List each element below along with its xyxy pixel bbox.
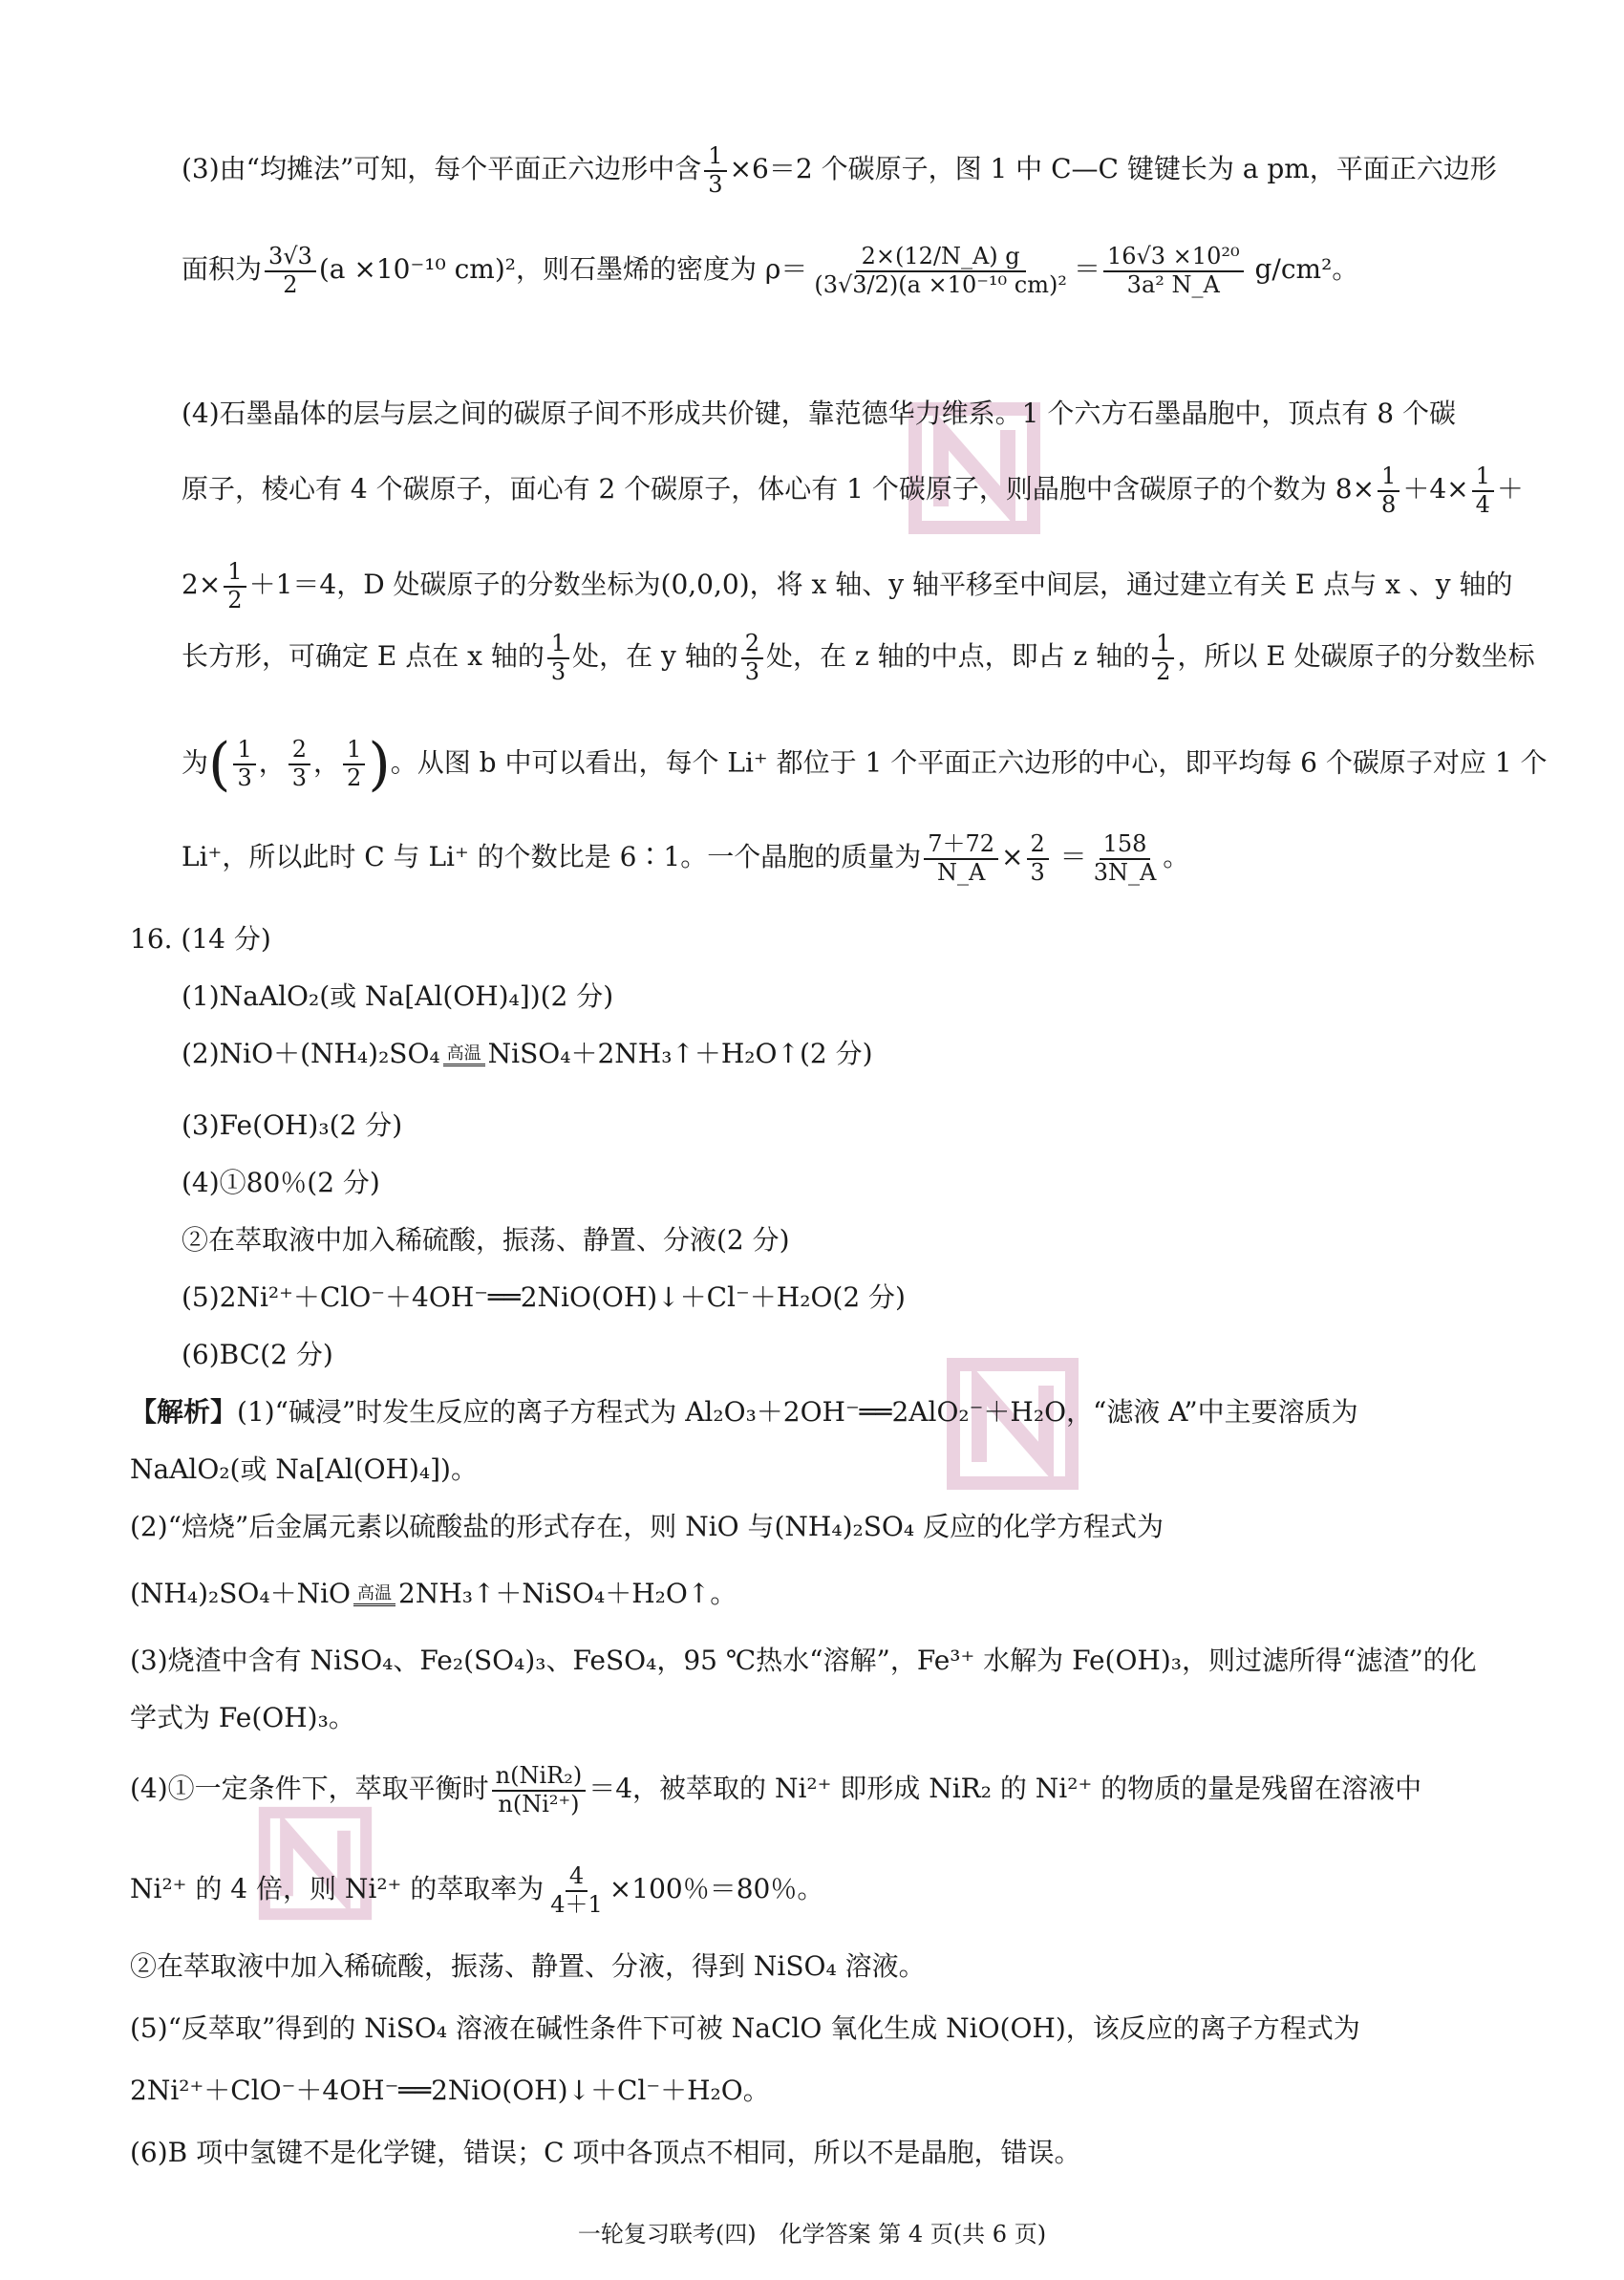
- frac-num: 2: [288, 737, 310, 765]
- frac-num: 1: [547, 631, 569, 659]
- fraction: [704, 143, 726, 198]
- text: ＝: [1073, 253, 1100, 286]
- text: 。: [1163, 841, 1190, 873]
- frac-num: 1: [233, 737, 255, 765]
- frac-num: 158: [1100, 831, 1151, 860]
- reaction-condition: [443, 1044, 485, 1067]
- text: 原子，棱心有 4 个碳原子，面心有 2 个碳原子，体心有 1 个碳原子，则晶胞中含碳原子的个数为 8×: [182, 473, 1376, 505]
- fraction: [233, 737, 255, 791]
- q15-line-4: [182, 463, 1524, 518]
- page-footer: 一轮复习联考(四) 化学答案 第 4 页(共 6 页): [577, 2221, 1047, 2248]
- text: 处，在 z 轴的中点，即占 z 轴的: [766, 640, 1150, 673]
- text: 处，在 y 轴的: [572, 640, 738, 673]
- frac-den: 3: [237, 764, 252, 791]
- frac-num: n(NiR₂): [492, 1763, 587, 1792]
- text: (4)①一定条件下，萃取平衡时: [130, 1773, 489, 1805]
- frac-den: 3: [291, 764, 308, 791]
- q15-line-8: [182, 831, 1189, 886]
- explanation-line-4e: ②在萃取液中加入稀硫酸，振荡、静置、分液，得到 NiSO₄ 溶液。: [130, 1950, 926, 1982]
- fraction: [1378, 463, 1400, 518]
- frac-num: 3√3: [265, 244, 316, 272]
- frac-den: 4＋1: [550, 1890, 603, 1918]
- fraction: [1152, 631, 1174, 685]
- q15-line-6: [182, 631, 1535, 685]
- text: 。从图 b 中可以看出，每个 Li⁺ 都位于 1 个平面正六边形的中心，即平均每 6 个碳原子对应 1 个: [390, 746, 1548, 779]
- text: (4)石墨晶体的层与层之间的碳原子间不形成共价键，靠范德华力维系。1 个六方石墨晶胞中，顶点有 8 个碳: [182, 398, 1456, 429]
- frac-num: 16√3 ×10²⁰: [1103, 244, 1244, 272]
- condition-label: 高温: [443, 1044, 485, 1067]
- text: NiSO₄＋2NH₃↑＋H₂O↑(2 分): [487, 1038, 873, 1069]
- text: g/cm²。: [1246, 253, 1359, 286]
- frac-num: 4: [566, 1863, 588, 1892]
- text: ，: [258, 746, 286, 779]
- frac-num: 1: [343, 737, 365, 765]
- explanation-label: 【解析】: [130, 1396, 238, 1428]
- q16-answer-4b: ②在萃取液中加入稀硫酸，振荡、静置、分液(2 分): [182, 1224, 790, 1256]
- fraction: [492, 1763, 587, 1818]
- q16-answer-6: (6)BC(2 分): [182, 1339, 333, 1370]
- frac-den: 3: [744, 657, 760, 685]
- text: ×6＝2 个碳原子，图 1 中 C—C 键键长为 a pm，平面正六边形: [729, 153, 1497, 185]
- text: 长方形，可确定 E 点在 x 轴的: [182, 640, 545, 673]
- explanation-line-4c: [130, 1863, 823, 1918]
- text: (a ×10⁻¹⁰ cm)²，则石墨烯的密度为 ρ＝: [318, 253, 808, 286]
- left-paren: (: [208, 731, 231, 798]
- frac-den: N_A: [936, 858, 986, 886]
- frac-num: 2: [741, 631, 763, 659]
- condition-label: 高温: [353, 1584, 395, 1607]
- fraction: [265, 244, 316, 298]
- text: ＋1＝4，D 处碳原子的分数坐标为(0,0,0)，将 x 轴、y 轴平移至中间层，通过建立有关 E 点与 x 、y 轴的: [248, 569, 1513, 601]
- frac-num: 2: [1027, 831, 1049, 860]
- frac-num: 1: [224, 559, 246, 588]
- fraction: [224, 559, 246, 613]
- frac-den: 3: [550, 657, 566, 685]
- frac-den: 2: [347, 764, 362, 791]
- reaction-condition: [353, 1584, 395, 1607]
- text: (3)由“均摊法”可知，每个平面正六边形中含: [182, 153, 702, 185]
- text: 面积为: [182, 253, 263, 286]
- text: ×: [1001, 841, 1024, 873]
- fraction: [546, 1863, 607, 1918]
- explanation-line-2b: [130, 1577, 737, 1610]
- fraction: [343, 737, 365, 791]
- text: ＝: [1051, 841, 1087, 873]
- q16-answer-2: [182, 1037, 873, 1070]
- q16-answer-1: (1)NaAlO₂(或 Na[Al(OH)₄])(2 分): [182, 980, 614, 1012]
- q16-answer-5: (5)2Ni²⁺＋ClO⁻＋4OH⁻══2NiO(OH)↓＋Cl⁻＋H₂O(2 分): [182, 1281, 906, 1313]
- frac-den: (3√3/2)(a ×10⁻¹⁰ cm)²: [814, 270, 1067, 298]
- density-fraction: [810, 244, 1071, 298]
- explanation-line-5b: 2Ni²⁺＋ClO⁻＋4OH⁻══2NiO(OH)↓＋Cl⁻＋H₂O。: [130, 2075, 770, 2106]
- frac-den: 2: [283, 270, 298, 298]
- fraction: [1027, 831, 1049, 886]
- text: ，所以 E 处碳原子的分数坐标: [1177, 640, 1535, 673]
- text: ，: [313, 746, 341, 779]
- frac-den: 8: [1381, 490, 1397, 518]
- q15-line-3: [182, 397, 1456, 430]
- explanation-line-1b: NaAlO₂(或 Na[Al(OH)₄])。: [130, 1453, 478, 1485]
- explanation-line-2: (2)“焙烧”后金属元素以硫酸盐的形式存在，则 NiO 与(NH₄)₂SO₄ 反应的化学方程式为: [130, 1511, 1164, 1542]
- text: (NH₄)₂SO₄＋NiO: [130, 1578, 351, 1609]
- q15-line-5: [182, 559, 1513, 613]
- text: ×100％＝80％。: [609, 1873, 824, 1905]
- fraction: [288, 737, 310, 791]
- frac-den: 4: [1475, 490, 1490, 518]
- q15-line-2: [182, 244, 1358, 298]
- frac-den: 3: [1030, 858, 1045, 886]
- fraction: [741, 631, 763, 685]
- q16-answer-4: (4)①80％(2 分): [182, 1167, 380, 1198]
- text: 2NH₃↑＋NiSO₄＋H₂O↑。: [398, 1578, 737, 1609]
- frac-num: 1: [1472, 463, 1494, 492]
- fraction: [547, 631, 569, 685]
- text: (2)NiO＋(NH₄)₂SO₄: [182, 1038, 440, 1069]
- frac-num: 1: [1152, 631, 1174, 659]
- fraction: [924, 831, 998, 886]
- frac-den: 3: [708, 170, 723, 198]
- right-paren: ): [368, 731, 391, 798]
- q15-line-1: [182, 143, 1497, 198]
- frac-den: n(Ni²⁺): [498, 1790, 580, 1818]
- text: (1)“碱浸”时发生反应的离子方程式为 Al₂O₃＋2OH⁻══2AlO₂⁻＋H₂O，“滤液 A”中主要溶质为: [237, 1396, 1358, 1428]
- frac-den: 2: [227, 586, 243, 613]
- explanation-line-3: (3)烧渣中含有 NiSO₄、Fe₂(SO₄)₃、FeSO₄，95 ℃热水“溶解”，Fe³⁺ 水解为 Fe(OH)₃，则过滤所得“滤渣”的化: [130, 1645, 1477, 1676]
- explanation-line-3b: 学式为 Fe(OH)₃。: [130, 1702, 355, 1733]
- frac-den: 3N_A: [1093, 858, 1157, 886]
- fraction: [1472, 463, 1494, 518]
- frac-num: 1: [704, 143, 726, 172]
- fraction: [1090, 831, 1161, 886]
- explanation-line-6: (6)B 项中氢键不是化学键，错误；C 项中各顶点不相同，所以不是晶胞，错误。: [130, 2137, 1081, 2168]
- text: ＋: [1496, 473, 1524, 505]
- text: 2×: [182, 569, 222, 601]
- explanation-line-1: [130, 1395, 1358, 1429]
- frac-num: 7＋72: [924, 831, 998, 860]
- frac-den: 3a² N_A: [1126, 270, 1220, 298]
- q16-answer-3: (3)Fe(OH)₃(2 分): [182, 1109, 403, 1141]
- text: ＋4×: [1402, 473, 1469, 505]
- explanation-line-5: (5)“反萃取”得到的 NiSO₄ 溶液在碱性条件下可被 NaClO 氧化生成 NiO(OH)，该反应的离子方程式为: [130, 2012, 1360, 2044]
- q15-line-7: [182, 731, 1548, 798]
- text: Li⁺，所以此时 C 与 Li⁺ 的个数比是 6∶1。一个晶胞的质量为: [182, 841, 922, 873]
- fraction: [1103, 244, 1244, 298]
- text: 为: [182, 746, 209, 779]
- frac-den: 2: [1156, 657, 1171, 685]
- q16-header: 16. (14 分): [130, 923, 271, 955]
- text: ＝4，被萃取的 Ni²⁺ 即形成 NiR₂ 的 Ni²⁺ 的物质的量是残留在溶液中: [588, 1773, 1422, 1805]
- explanation-line-4: [130, 1763, 1421, 1818]
- frac-num: 1: [1378, 463, 1400, 492]
- text: Ni²⁺ 的 4 倍，则 Ni²⁺ 的萃取率为: [130, 1873, 545, 1905]
- frac-num: 2×(12/N_A) g: [856, 244, 1026, 272]
